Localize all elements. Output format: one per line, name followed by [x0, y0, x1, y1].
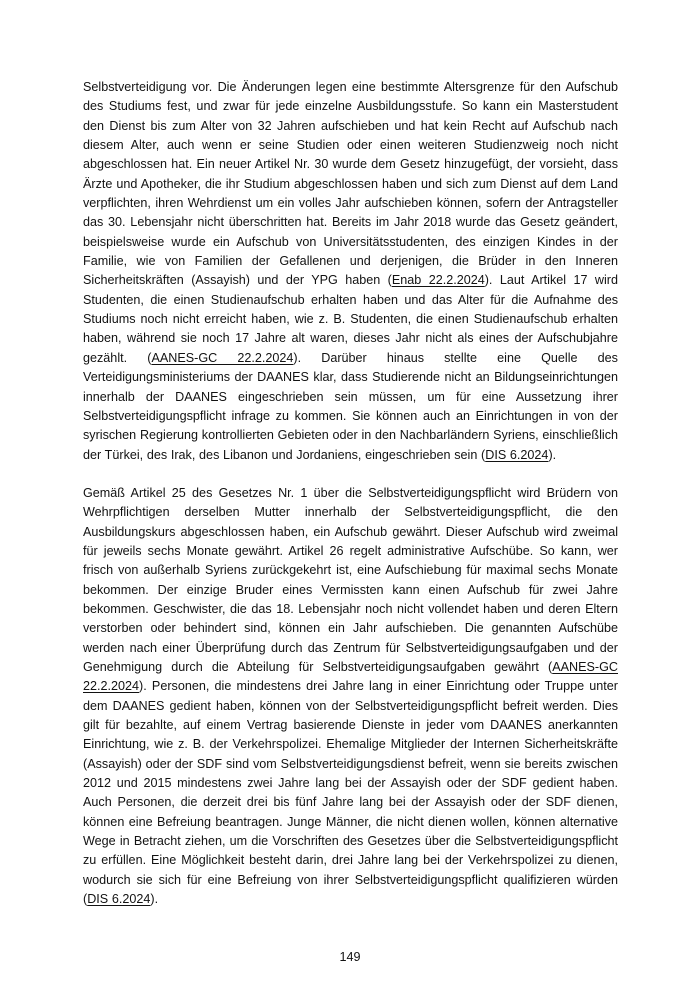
reference-link[interactable]: DIS 6.2024	[87, 892, 151, 907]
paragraph-text: ).	[150, 892, 159, 907]
page-number: 149	[339, 950, 361, 964]
text-column	[83, 78, 618, 928]
reference-link[interactable]: AANES-GC 22.2.2024	[151, 350, 294, 365]
paragraph-text: Selbstverteidigung vor. Die Änderungen legen eine bestimmte Altersgrenze für den Aufschub des Studiums fest, und zwar für jede einzelne Ausbildungsstufe. So kann ein Masterstudent den Dienst bis zum Alter von 32 Jahren aufschieben und hat kein Recht auf Aufschub nach diesem Alter, auch wenn er seine Studien oder einen weiteren Studienzweig noch nicht abgeschlossen hat. Ein neuer Artikel Nr. 30 wurde dem Gesetz hinzugefügt, der vorsieht, dass Ärzte und Apotheker, die ihr Studium abgeschlossen haben und sich zum Dienst auf dem Land verpflichten, ihren Wehrdienst um ein volles Jahr aufschieben können, sofern der Antragsteller das 30. Lebensjahr nicht überschritten hat. Bereits im Jahr 2018 wurde das Gesetz geändert, beispielsweise wurde ein Aufschub von Universitätsstudenten, des einzigen Kindes in der Familie, wie von Familien der Gefallenen und derjenigen, die Brüder in den Inneren Sicherheitskräften (Assayish) und der YPG haben (	[83, 80, 618, 288]
paragraph	[83, 78, 618, 465]
paragraph-text: ).	[548, 447, 557, 462]
paragraph-text: Gemäß Artikel 25 des Gesetzes Nr. 1 über die Selbstverteidigungspflicht wird Brüdern von Wehrpflichtigen derselben Mutter innerhalb der Selbstverteidigungspflicht, die den Ausbildungskurs abgeschlossen haben, ein Aufschub gewährt. Dieser Aufschub wird zweimal für jeweils sechs Monate gewährt. Artikel 26 regelt administrative Aufschübe. So kann, wer frisch von außerhalb Syriens zurückgekehrt ist, eine Aufschiebung für maximal sechs Monate bekommen. Der einzige Bruder eines Vermissten kann einen Aufschub für zwei Jahre bekommen. Geschwister, die das 18. Lebensjahr noch nicht vollendet haben und deren Eltern verstorben oder behindert sind, können ein Jahr aufschieben. Die genannten Aufschübe werden nach einer Überprüfung durch das Zentrum für Selbstverteidigungsaufgaben und der Genehmigung durch die Abteilung für Selbstverteidigungsaufgaben gewährt (	[83, 485, 618, 674]
paragraph-text: ). Personen, die mindestens drei Jahre lang in einer Einrichtung oder Truppe unter dem DAANES gedient haben, können von der Selbstverteidigungspflicht befreit werden. Dies gilt für bezahlte, auf einem Vertrag basierende Dienste in jeder vom DAANES anerkannten Einrichtung, wie z. B. der Verkehrspolizei. Ehemalige Mitglieder der Internen Sicherheitskräfte (Assayish) oder der SDF sind vom Selbstverteidigungsdienst befreit, wenn sie bereits zwischen 2012 und 2015 mindestens zwei Jahre lang bei der Assayish oder der SDF gedient haben. Auch Personen, die derzeit drei bis fünf Jahre lang bei der Assayish oder der SDF dienen, können eine Befreiung beantragen. Junge Männer, die nicht dienen wollen, können alternative Wege in Betracht ziehen, um die Vorschriften des Gesetzes über die Selbstverteidigungspflicht zu erfüllen. Eine Möglichkeit besteht darin, drei Jahre lang bei der Verkehrspolizei zu dienen, wodurch sie sich für eine Befreiung von ihrer Selbstverteidigungspflicht qualifizieren würden (	[83, 679, 618, 907]
reference-link[interactable]: DIS 6.2024	[485, 447, 549, 462]
paragraph-text: ). Darüber hinaus stellte eine Quelle des Verteidigungsministeriums der DAANES klar, dass Studierende nicht an Bildungseinrichtungen innerhalb der DAANES eingeschrieben sein müssen, um für eine Aussetzung ihrer Selbstverteidigungspflicht infrage zu kommen. Sie können auch an Einrichtungen in von der syrischen Regierung kontrollierten Gebieten oder in den Nachbarländern Syriens, einschließlich der Türkei, des Irak, des Libanon und Jordaniens, eingeschrieben sein (	[83, 350, 618, 462]
reference-link[interactable]: AANES-GC 22.2.2024	[83, 659, 618, 694]
paragraph-text: ). Laut Artikel 17 wird Studenten, die einen Studienaufschub erhalten haben und das Alter für die Aufnahme des Studiums noch nicht erreicht haben, wie z. B. Studenten, die einen Studienaufschub erhalten haben, während sie noch 17 Jahre alt waren, dieses Jahr nicht als eines der Aufschubjahre gezählt. (	[83, 273, 618, 365]
reference-link[interactable]: Enab 22.2.2024	[391, 273, 485, 288]
paragraph	[83, 484, 618, 910]
